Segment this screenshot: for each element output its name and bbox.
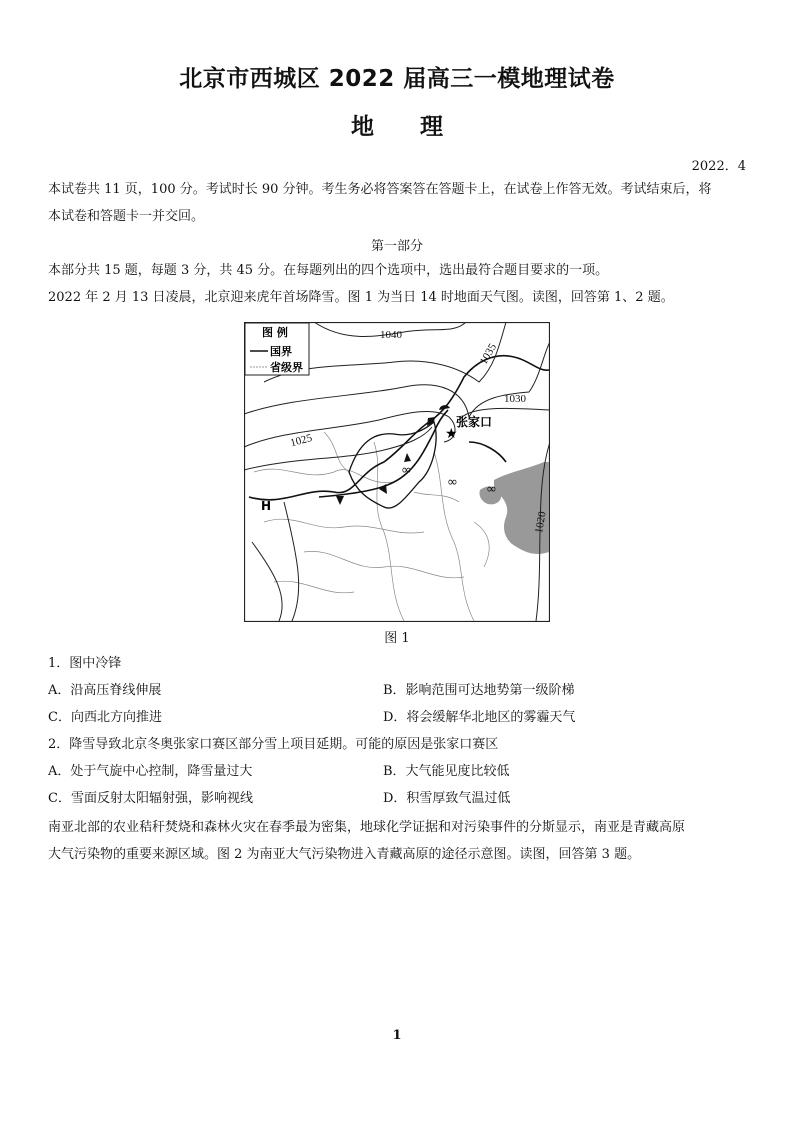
legend-provincial-border: 省级界 — [270, 361, 303, 374]
page-number: 1 — [392, 1028, 402, 1043]
star-icon: ★ — [445, 426, 458, 442]
isobar-label-1040: 1040 — [380, 329, 402, 341]
isobar-label-1020: 1020 — [533, 510, 549, 535]
question-1-option-a: A．沿高压脊线伸展 — [48, 683, 162, 698]
haze-icon: ∞ — [486, 482, 497, 497]
subject-title: 地 理 — [350, 114, 443, 140]
question-2-option-b: B．大气能见度比较低 — [383, 764, 510, 779]
exam-date: 2022．4 — [691, 159, 746, 174]
question-2-stem: 2．降雪导致北京冬奥张家口赛区部分雪上项目延期。可能的原因是张家口赛区 — [48, 737, 499, 752]
question-2-option-a: A．处于气旋中心控制，降雪量过大 — [48, 764, 253, 779]
part-heading: 第一部分 — [370, 239, 423, 254]
question-1-option-b: B．影响范围可达地势第一级阶梯 — [383, 683, 575, 698]
legend-national-border: 国界 — [270, 345, 292, 358]
high-pressure-label: H — [261, 499, 272, 513]
passage-3-line-1: 南亚北部的农业秸秆焚烧和森林火灾在春季最为密集，地球化学证据和对污染事件的分斯显示，南亚是青藏高原 — [48, 820, 686, 835]
part-instructions: 本部分共 15 题，每题 3 分，共 45 分。在每题列出的四个选项中，选出最符合题目要求的一项。 — [48, 263, 609, 278]
isobar-label-1035: 1035 — [477, 341, 500, 367]
isobar-label-1025: 1025 — [289, 432, 314, 450]
figure-caption: 图 1 — [384, 631, 410, 646]
city-label: 张家口 — [456, 415, 493, 429]
weather-map — [244, 322, 550, 622]
exam-title: 北京市西城区 2022 届高三一模地理试卷 — [179, 66, 615, 92]
haze-icon: ∞ — [401, 463, 412, 478]
question-2-option-c: C．雪面反射太阳辐射强，影响视线 — [48, 791, 253, 806]
intro-line-2: 本试卷和答题卡一并交回。 — [48, 209, 205, 224]
question-1-option-c: C．向西北方向推进 — [48, 710, 162, 725]
question-1-stem: 1．图中冷锋 — [48, 656, 122, 671]
intro-line-1: 本试卷共 11 页，100 分。考试时长 90 分钟。考生务必将答案答在答题卡上，在试卷上作答无效。考试结束后，将 — [48, 182, 712, 197]
legend-title: 图 例 — [262, 326, 288, 339]
question-1-option-d: D．将会缓解华北地区的雾霾天气 — [383, 710, 576, 725]
question-2-option-d: D．积雪厚致气温过低 — [383, 791, 511, 806]
question-stem-1-2: 2022 年 2 月 13 日凌晨，北京迎来虎年首场降雪。图 1 为当日 14 时地面天气图。读图，回答第 1、2 题。 — [48, 290, 674, 305]
isobar-label-1030: 1030 — [504, 393, 526, 405]
passage-3-line-2: 大气污染物的重要来源区域。图 2 为南亚大气污染物进入青藏高原的途径示意图。读图，回答第 3 题。 — [48, 847, 641, 862]
map-legend — [245, 323, 309, 375]
haze-icon: ∞ — [447, 475, 458, 490]
